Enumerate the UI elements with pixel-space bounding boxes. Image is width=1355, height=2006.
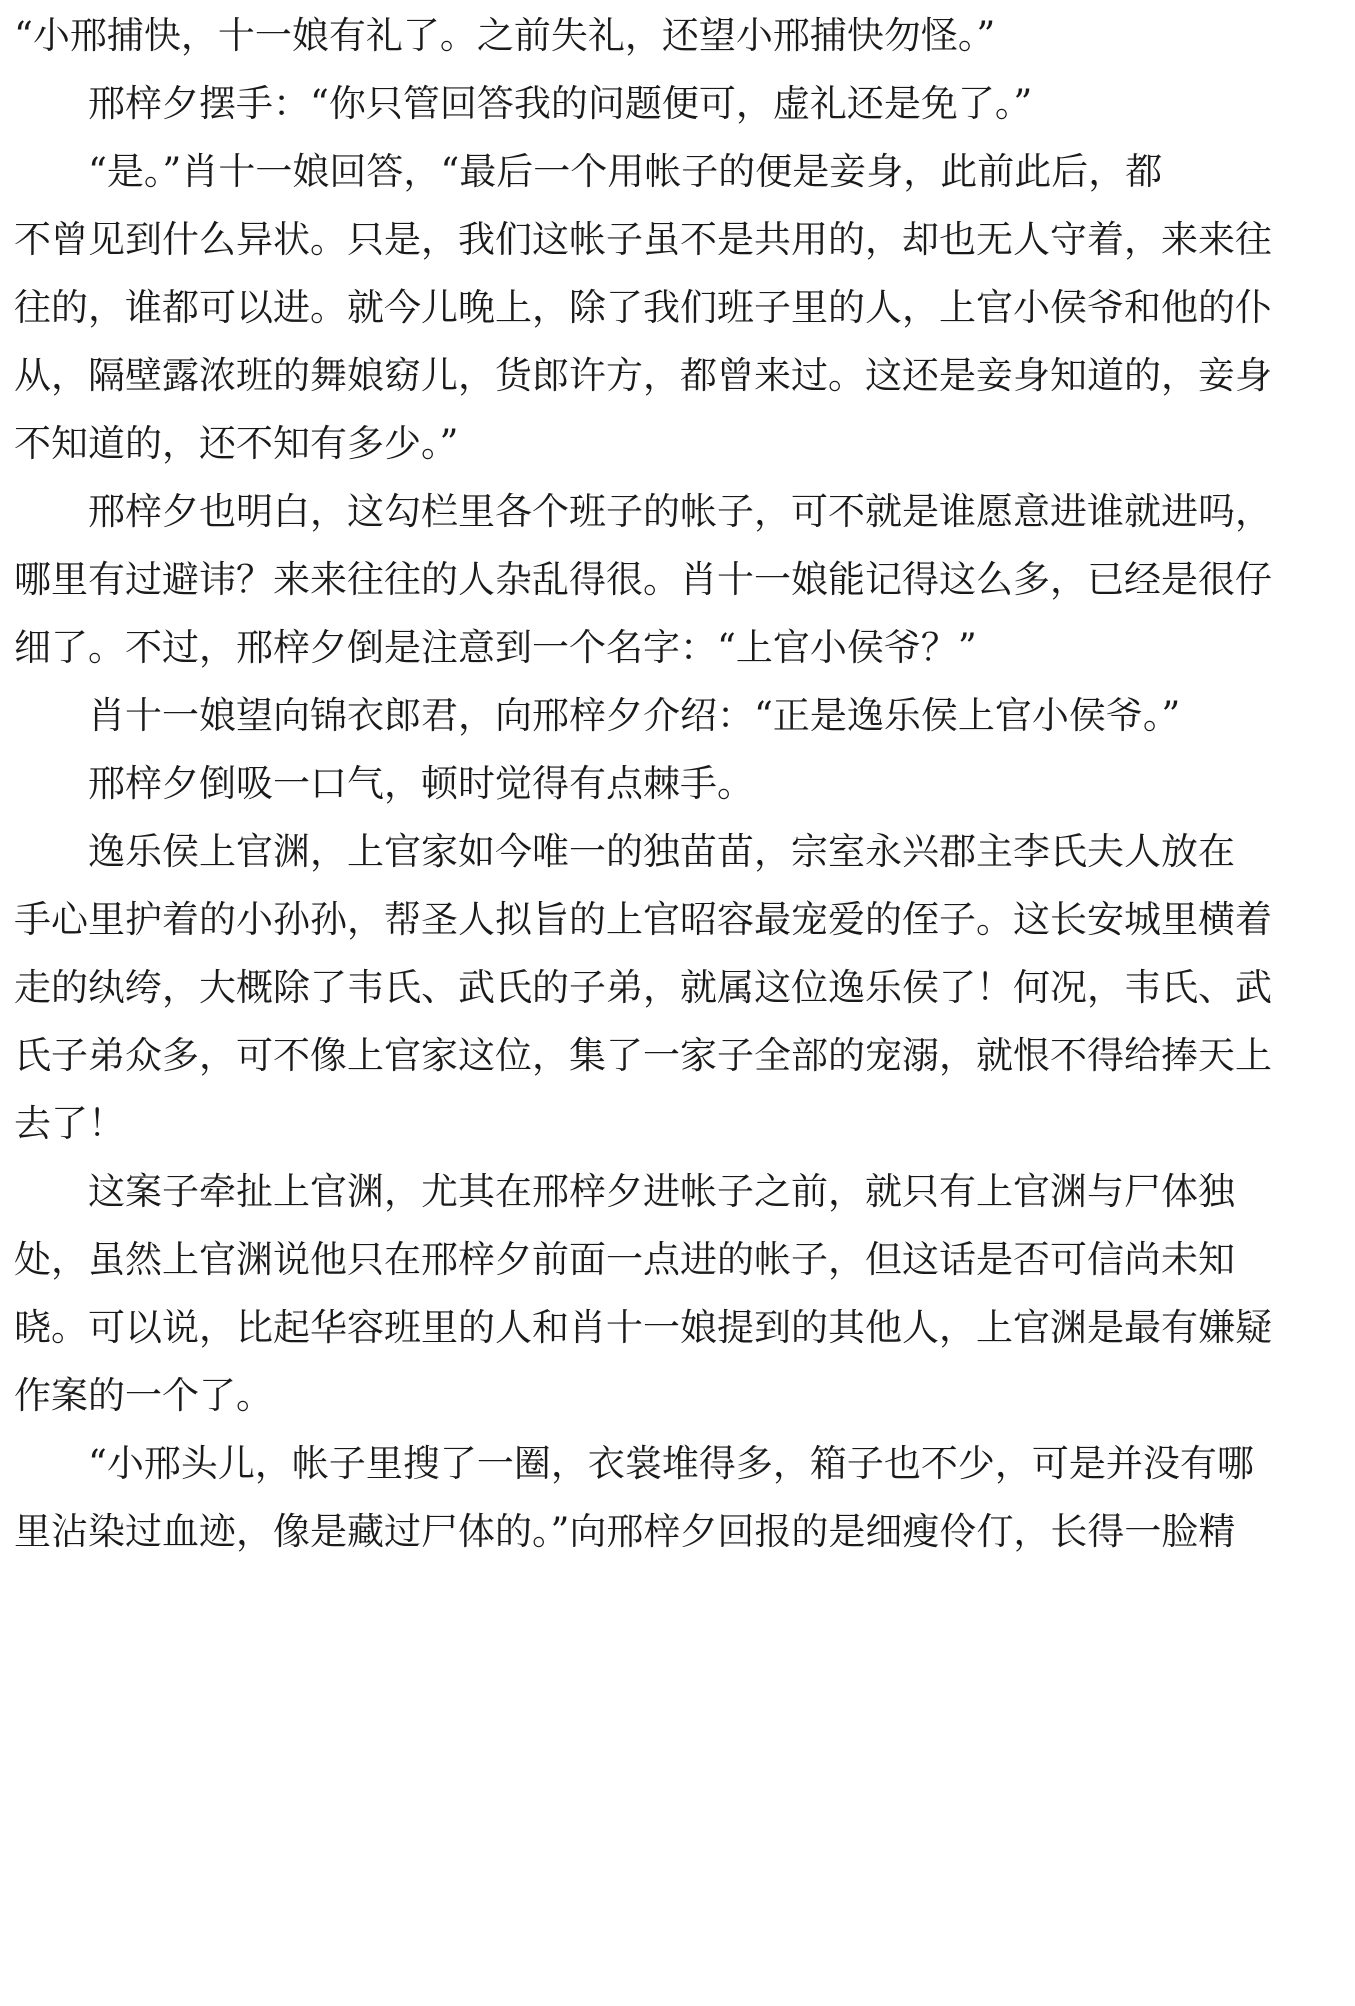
text-line: 处，虽然上官渊说他只在邢梓夕前面一点进的帐子，但这话是否可信尚未知 bbox=[14, 1238, 1235, 1281]
text-line: 邢梓夕倒吸一口气，顿时觉得有点棘手。 bbox=[88, 762, 754, 805]
text-line: 手心里护着的小孙孙，帮圣人拟旨的上官昭容最宠爱的侄子。这长安城里横着 bbox=[14, 898, 1272, 941]
text-line: 肖十一娘望向锦衣郎君，向邢梓夕介绍：“正是逸乐侯上官小侯爷。” bbox=[88, 694, 1181, 737]
text-line: “小邢头儿，帐子里搜了一圈，衣裳堆得多，箱子也不少，可是并没有哪 bbox=[88, 1442, 1254, 1485]
text-line: “小邢捕快，十一娘有礼了。之前失礼，还望小邢捕快勿怪。” bbox=[14, 14, 996, 57]
text-line: 邢梓夕也明白，这勾栏里各个班子的帐子，可不就是谁愿意进谁就进吗， bbox=[88, 490, 1272, 533]
text-line: 里沾染过血迹，像是藏过尸体的。”向邢梓夕回报的是细瘦伶仃，长得一脸精 bbox=[14, 1510, 1236, 1553]
text-line: 走的纨绔，大概除了韦氏、武氏的子弟，就属这位逸乐侯了！何况，韦氏、武 bbox=[14, 966, 1272, 1009]
text-line: 不知道的，还不知有多少。” bbox=[14, 422, 459, 465]
text-line: 逸乐侯上官渊，上官家如今唯一的独苗苗，宗室永兴郡主李氏夫人放在 bbox=[88, 830, 1235, 873]
text-line: 哪里有过避讳？来来往往的人杂乱得很。肖十一娘能记得这么多，已经是很仔 bbox=[14, 558, 1272, 601]
text-line: 从，隔壁露浓班的舞娘窈儿，货郎许方，都曾来过。这还是妾身知道的，妾身 bbox=[14, 354, 1272, 397]
text-line: 这案子牵扯上官渊，尤其在邢梓夕进帐子之前，就只有上官渊与尸体独 bbox=[88, 1170, 1235, 1213]
text-line: 细了。不过，邢梓夕倒是注意到一个名字：“上官小侯爷？” bbox=[14, 626, 977, 669]
text-line: 去了！ bbox=[14, 1102, 125, 1145]
text-line: 氏子弟众多，可不像上官家这位，集了一家子全部的宠溺，就恨不得给捧天上 bbox=[14, 1034, 1272, 1077]
text-line: “是。”肖十一娘回答，“最后一个用帐子的便是妾身，此前此后，都 bbox=[88, 150, 1163, 193]
text-line: 往的，谁都可以进。就今儿晚上，除了我们班子里的人，上官小侯爷和他的仆 bbox=[14, 286, 1272, 329]
text-line: 邢梓夕摆手：“你只管回答我的问题便可，虚礼还是免了。” bbox=[88, 82, 1033, 125]
text-line: 作案的一个了。 bbox=[14, 1374, 273, 1417]
text-line: 不曾见到什么异状。只是，我们这帐子虽不是共用的，却也无人守着，来来往 bbox=[14, 218, 1272, 261]
text-line: 晓。可以说，比起华容班里的人和肖十一娘提到的其他人，上官渊是最有嫌疑 bbox=[14, 1306, 1272, 1349]
